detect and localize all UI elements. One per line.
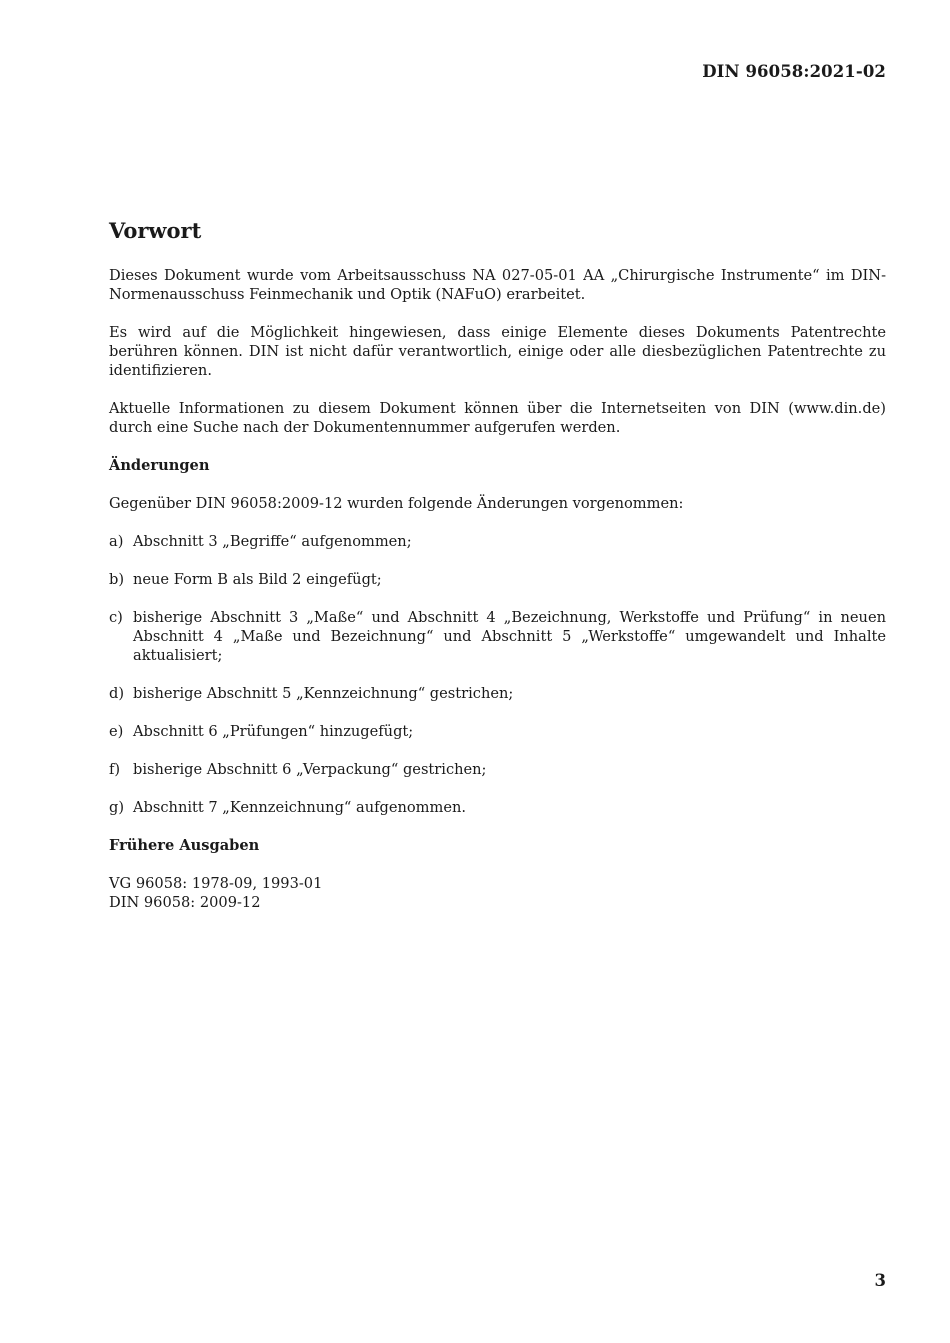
list-item-text: bisherige Abschnitt 5 „Kennzeichnung“ gestrichen;: [133, 685, 514, 702]
list-item-text: bisherige Abschnitt 6 „Verpackung“ gestrichen;: [133, 761, 487, 778]
page-content: [109, 216, 886, 912]
list-item: [109, 570, 886, 589]
list-item-text: Abschnitt 3 „Begriffe“ aufgenommen;: [133, 533, 412, 550]
list-marker: f): [109, 761, 121, 778]
changes-intro: Gegenüber DIN 96058:2009-12 wurden folgende Änderungen vorgenommen:: [109, 495, 684, 512]
earlier-editions-list: [109, 874, 886, 912]
list-item: [109, 722, 886, 741]
list-marker: g): [109, 799, 125, 816]
list-marker: b): [109, 571, 125, 588]
list-marker: d): [109, 685, 125, 702]
page-title: Vorwort: [109, 218, 202, 243]
list-marker: a): [109, 533, 124, 550]
page-number: 3: [874, 1271, 886, 1290]
paragraph-committee: Dieses Dokument wurde vom Arbeitsausschuss NA 027-05-01 AA „Chirurgische Instrumente“ im DIN-Normenausschuss Feinmechanik und Optik (NAFuO) erarbeitet.: [109, 267, 886, 303]
list-item: [109, 798, 886, 817]
changes-heading: Änderungen: [109, 457, 210, 474]
edition-line: DIN 96058: 2009-12: [109, 894, 261, 911]
list-item: [109, 760, 886, 779]
earlier-editions-heading: Frühere Ausgaben: [109, 837, 260, 854]
list-item: [109, 684, 886, 703]
list-marker: c): [109, 609, 123, 626]
list-item-text: neue Form B als Bild 2 eingefügt;: [133, 571, 382, 588]
list-item-text: Abschnitt 7 „Kennzeichnung“ aufgenommen.: [133, 799, 467, 816]
edition-line: VG 96058: 1978-09, 1993-01: [109, 875, 323, 892]
list-item: [109, 532, 886, 551]
list-item: [109, 608, 886, 665]
document-code: DIN 96058:2021-02: [702, 62, 886, 81]
list-item-text: Abschnitt 6 „Prüfungen“ hinzugefügt;: [133, 723, 414, 740]
list-marker: e): [109, 723, 124, 740]
changes-list: [109, 532, 886, 817]
paragraph-patent-notice: Es wird auf die Möglichkeit hingewiesen, dass einige Elemente dieses Dokuments Patentrechte berühren können. DIN ist nicht dafür verantwortlich, einige oder alle diesbezüglichen Patentrechte zu identifizieren.: [109, 324, 886, 379]
list-item-text: bisherige Abschnitt 3 „Maße“ und Abschnitt 4 „Bezeichnung, Werkstoffe und Prüfung“ in neuen Abschnitt 4 „Maße und Bezeichnung“ und Abschnitt 5 „Werkstoffe“ umgewandelt und Inhalte aktualisiert;: [133, 609, 886, 664]
paragraph-info: Aktuelle Informationen zu diesem Dokument können über die Internetseiten von DIN (www.din.de) durch eine Suche nach der Dokumentennummer aufgerufen werden.: [109, 400, 886, 436]
